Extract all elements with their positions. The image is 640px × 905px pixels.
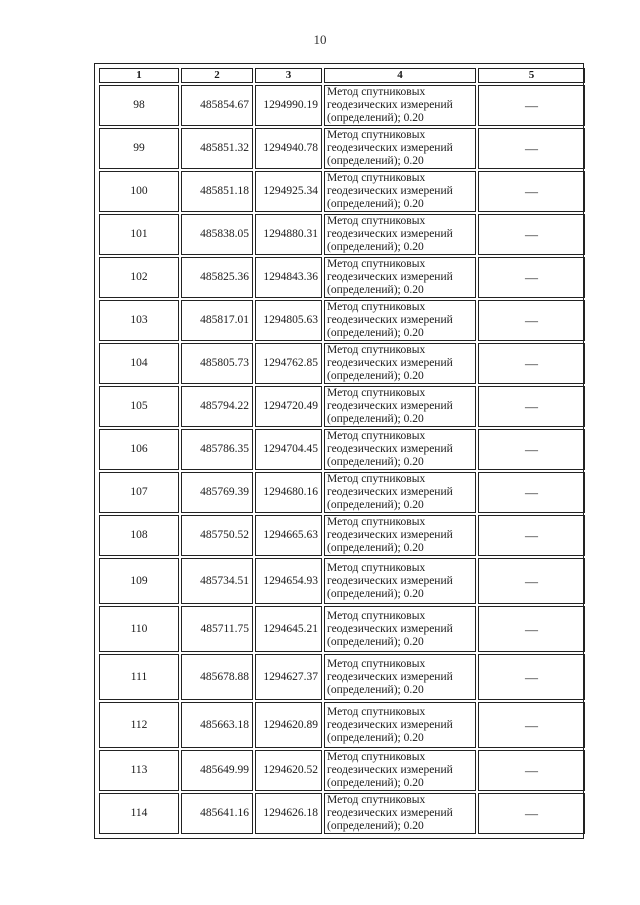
method-cell <box>324 128 476 169</box>
column-5-dash-cell: — <box>478 343 585 384</box>
column-5-dash-cell: — <box>478 515 585 556</box>
point-number-cell: 106 <box>99 429 179 470</box>
x-coordinate-cell: 485769.39 <box>181 472 253 513</box>
point-number-cell: 112 <box>99 702 179 748</box>
table-row <box>99 429 585 470</box>
method-text-line: (определений); 0.20 <box>327 413 424 425</box>
method-cell <box>324 214 476 255</box>
y-coordinate-cell: 1294990.19 <box>255 85 322 126</box>
table-row <box>99 702 585 748</box>
method-text-line: Метод спутниковых <box>327 705 426 718</box>
y-coordinate-cell: 1294880.31 <box>255 214 322 255</box>
method-text-line: Метод спутниковых <box>327 215 426 227</box>
method-cell <box>324 300 476 341</box>
column-5-dash-cell: — <box>478 300 585 341</box>
method-text-line: Метод спутниковых <box>327 129 426 141</box>
column-5-dash-cell: — <box>478 128 585 169</box>
method-text-line: Метод спутниковых <box>327 609 426 622</box>
x-coordinate-cell: 485786.35 <box>181 429 253 470</box>
method-text-line: геодезических измерений <box>327 271 453 283</box>
method-text-line: (определений); 0.20 <box>327 542 424 554</box>
method-text-line: геодезических измерений <box>327 718 453 731</box>
column-5-dash-cell: — <box>478 606 585 652</box>
point-number-cell: 110 <box>99 606 179 652</box>
column-5-dash-cell: — <box>478 171 585 212</box>
point-number-cell: 104 <box>99 343 179 384</box>
method-text-line: геодезических измерений <box>327 314 453 326</box>
point-number-cell: 107 <box>99 472 179 513</box>
page-number: 10 <box>313 32 327 47</box>
point-number-cell: 98 <box>99 85 179 126</box>
column-5-dash-cell: — <box>478 793 585 834</box>
method-text-line: геодезических измерений <box>327 228 453 240</box>
point-number-cell: 103 <box>99 300 179 341</box>
method-text-line: Метод спутниковых <box>327 751 426 763</box>
x-coordinate-cell: 485854.67 <box>181 85 253 126</box>
x-coordinate-cell: 485734.51 <box>181 558 253 604</box>
method-cell <box>324 171 476 212</box>
method-text-line: геодезических измерений <box>327 185 453 197</box>
table-row <box>99 343 585 384</box>
method-text-line: Метод спутниковых <box>327 344 426 356</box>
method-text-line: Метод спутниковых <box>327 430 426 442</box>
method-text-line: Метод спутниковых <box>327 561 426 574</box>
point-number-cell: 99 <box>99 128 179 169</box>
method-text-line: (определений); 0.20 <box>327 820 424 832</box>
method-text-line: (определений); 0.20 <box>327 683 424 696</box>
x-coordinate-cell: 485678.88 <box>181 654 253 700</box>
method-text-line: (определений); 0.20 <box>327 155 424 167</box>
method-text-line: геодезических измерений <box>327 574 453 587</box>
coordinates-table <box>97 66 587 836</box>
y-coordinate-cell: 1294925.34 <box>255 171 322 212</box>
y-coordinate-cell: 1294654.93 <box>255 558 322 604</box>
x-coordinate-cell: 485805.73 <box>181 343 253 384</box>
point-number-cell: 109 <box>99 558 179 604</box>
column-5-dash-cell: — <box>478 558 585 604</box>
method-text-line: Метод спутниковых <box>327 794 426 806</box>
column-header-4: 4 <box>324 68 476 83</box>
x-coordinate-cell: 485750.52 <box>181 515 253 556</box>
method-cell <box>324 472 476 513</box>
method-text-line: (определений); 0.20 <box>327 112 424 124</box>
method-text-line: (определений); 0.20 <box>327 370 424 382</box>
table-row <box>99 515 585 556</box>
point-number-cell: 105 <box>99 386 179 427</box>
table-row <box>99 128 585 169</box>
x-coordinate-cell: 485825.36 <box>181 257 253 298</box>
point-number-cell: 101 <box>99 214 179 255</box>
column-5-dash-cell: — <box>478 654 585 700</box>
y-coordinate-cell: 1294680.16 <box>255 472 322 513</box>
method-text-line: (определений); 0.20 <box>327 587 424 600</box>
point-number-cell: 102 <box>99 257 179 298</box>
point-number-cell: 113 <box>99 750 179 791</box>
column-5-dash-cell: — <box>478 214 585 255</box>
method-text-line: геодезических измерений <box>327 142 453 154</box>
method-cell <box>324 386 476 427</box>
y-coordinate-cell: 1294626.18 <box>255 793 322 834</box>
method-cell <box>324 515 476 556</box>
column-5-dash-cell: — <box>478 386 585 427</box>
y-coordinate-cell: 1294720.49 <box>255 386 322 427</box>
table-row <box>99 793 585 834</box>
table-row <box>99 85 585 126</box>
y-coordinate-cell: 1294665.63 <box>255 515 322 556</box>
y-coordinate-cell: 1294627.37 <box>255 654 322 700</box>
x-coordinate-cell: 485794.22 <box>181 386 253 427</box>
method-text-line: (определений); 0.20 <box>327 456 424 468</box>
table-row <box>99 171 585 212</box>
method-text-line: Метод спутниковых <box>327 516 426 528</box>
method-cell <box>324 85 476 126</box>
method-text-line: (определений); 0.20 <box>327 635 424 648</box>
column-header-3: 3 <box>255 68 322 83</box>
column-5-dash-cell: — <box>478 257 585 298</box>
column-header-1: 1 <box>99 68 179 83</box>
y-coordinate-cell: 1294843.36 <box>255 257 322 298</box>
method-text-line: Метод спутниковых <box>327 657 426 670</box>
column-5-dash-cell: — <box>478 750 585 791</box>
table-row <box>99 750 585 791</box>
y-coordinate-cell: 1294940.78 <box>255 128 322 169</box>
y-coordinate-cell: 1294645.21 <box>255 606 322 652</box>
point-number-cell: 111 <box>99 654 179 700</box>
table-row <box>99 606 585 652</box>
method-cell <box>324 343 476 384</box>
x-coordinate-cell: 485817.01 <box>181 300 253 341</box>
table-body <box>99 85 585 834</box>
x-coordinate-cell: 485663.18 <box>181 702 253 748</box>
method-cell <box>324 606 476 652</box>
y-coordinate-cell: 1294805.63 <box>255 300 322 341</box>
method-cell <box>324 429 476 470</box>
method-text-line: Метод спутниковых <box>327 172 426 184</box>
method-text-line: геодезических измерений <box>327 764 453 776</box>
method-cell <box>324 654 476 700</box>
method-text-line: Метод спутниковых <box>327 387 426 399</box>
point-number-cell: 114 <box>99 793 179 834</box>
table-row <box>99 257 585 298</box>
column-5-dash-cell: — <box>478 702 585 748</box>
method-text-line: геодезических измерений <box>327 99 453 111</box>
method-text-line: (определений); 0.20 <box>327 198 424 210</box>
x-coordinate-cell: 485838.05 <box>181 214 253 255</box>
method-text-line: (определений); 0.20 <box>327 731 424 744</box>
point-number-cell: 108 <box>99 515 179 556</box>
table-row <box>99 300 585 341</box>
column-5-dash-cell: — <box>478 429 585 470</box>
method-text-line: геодезических измерений <box>327 443 453 455</box>
y-coordinate-cell: 1294620.52 <box>255 750 322 791</box>
method-text-line: Метод спутниковых <box>327 258 426 270</box>
table-header-row <box>99 68 585 83</box>
method-text-line: геодезических измерений <box>327 807 453 819</box>
method-text-line: геодезических измерений <box>327 529 453 541</box>
method-cell <box>324 257 476 298</box>
point-number-cell: 100 <box>99 171 179 212</box>
method-text-line: Метод спутниковых <box>327 301 426 313</box>
method-cell <box>324 702 476 748</box>
column-5-dash-cell: — <box>478 472 585 513</box>
method-text-line: (определений); 0.20 <box>327 241 424 253</box>
method-text-line: геодезических измерений <box>327 622 453 635</box>
method-text-line: геодезических измерений <box>327 357 453 369</box>
table-row <box>99 386 585 427</box>
method-text-line: геодезических измерений <box>327 400 453 412</box>
method-cell <box>324 793 476 834</box>
y-coordinate-cell: 1294762.85 <box>255 343 322 384</box>
method-text-line: геодезических измерений <box>327 486 453 498</box>
table-row <box>99 654 585 700</box>
x-coordinate-cell: 485851.32 <box>181 128 253 169</box>
method-text-line: (определений); 0.20 <box>327 284 424 296</box>
y-coordinate-cell: 1294620.89 <box>255 702 322 748</box>
table-row <box>99 214 585 255</box>
method-cell <box>324 558 476 604</box>
method-text-line: (определений); 0.20 <box>327 499 424 511</box>
method-text-line: Метод спутниковых <box>327 473 426 485</box>
method-text-line: (определений); 0.20 <box>327 327 424 339</box>
x-coordinate-cell: 485851.18 <box>181 171 253 212</box>
method-text-line: геодезических измерений <box>327 670 453 683</box>
method-text-line: (определений); 0.20 <box>327 777 424 789</box>
x-coordinate-cell: 485641.16 <box>181 793 253 834</box>
column-header-2: 2 <box>181 68 253 83</box>
x-coordinate-cell: 485711.75 <box>181 606 253 652</box>
column-header-5: 5 <box>478 68 585 83</box>
column-5-dash-cell: — <box>478 85 585 126</box>
method-text-line: Метод спутниковых <box>327 86 426 98</box>
table-row <box>99 558 585 604</box>
coordinates-table-frame <box>94 63 584 839</box>
method-cell <box>324 750 476 791</box>
x-coordinate-cell: 485649.99 <box>181 750 253 791</box>
table-row <box>99 472 585 513</box>
y-coordinate-cell: 1294704.45 <box>255 429 322 470</box>
